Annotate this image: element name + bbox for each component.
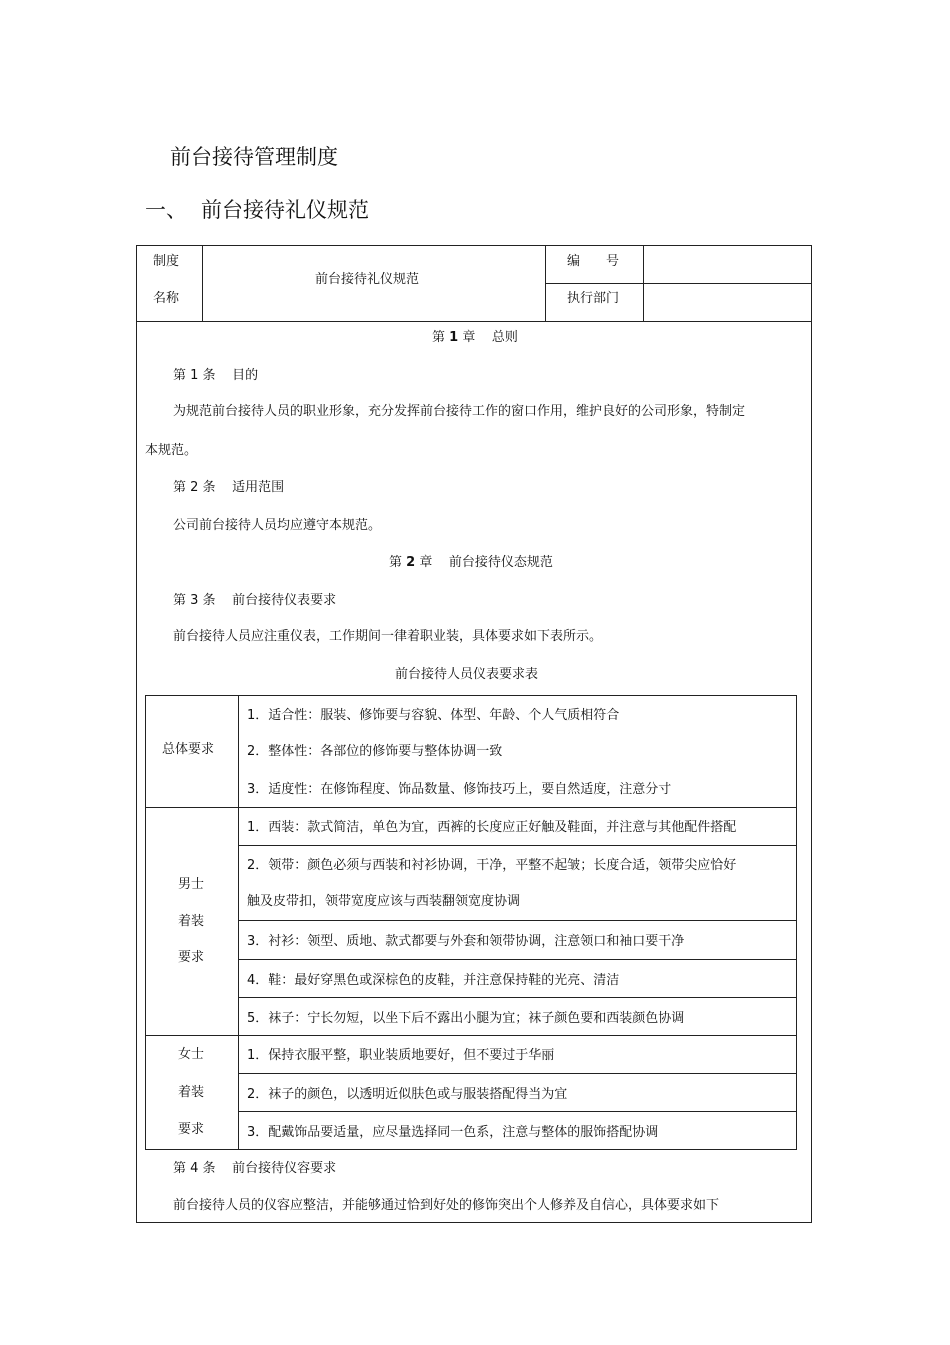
men-item-1: 1．西装：款式简洁，单色为宜，西裤的长度应正好触及鞋面，并注意与其他配件搭配 xyxy=(247,820,737,835)
header-col-rule-2 xyxy=(545,245,546,321)
article-2-heading xyxy=(173,480,284,496)
chapter-2-number: 2 xyxy=(406,555,416,570)
general-item-1: 1．适合性：服装、修饰要与容貌、体型、年龄、个人气质相符合 xyxy=(247,708,620,723)
article-3-heading xyxy=(173,593,336,609)
system-name-label-1: 制度 xyxy=(153,254,180,269)
chapter-2-suffix: 章 xyxy=(419,555,433,570)
men-label-line2: 着装 xyxy=(178,914,205,929)
men-label-line1: 男士 xyxy=(178,877,205,892)
article-2-text: 公司前台接待人员均应遵守本规范。 xyxy=(173,518,382,533)
women-label-line3: 要求 xyxy=(178,1122,205,1137)
header-col-rule-3 xyxy=(643,245,644,321)
chapter-1-number: 1 xyxy=(449,330,459,345)
section-title: 前台接待礼仪规范 xyxy=(201,198,369,222)
general-requirements-label: 总体要求 xyxy=(162,742,215,757)
article-4-heading xyxy=(173,1161,336,1177)
article-2-label: 第 2 条 xyxy=(173,480,216,495)
department-label: 执行部门 xyxy=(567,291,620,306)
men-row-rule-4 xyxy=(238,997,797,998)
inner-col-rule xyxy=(238,695,239,1150)
article-4-text: 前台接待人员的仪容应整洁，并能够通过恰到好处的修饰突出个人修养及自信心，具体要求如下 xyxy=(173,1198,720,1213)
chapter-1-prefix: 第 xyxy=(432,330,446,345)
article-1-title: 目的 xyxy=(232,368,259,383)
men-row-rule-2 xyxy=(238,920,797,921)
system-name-value: 前台接待礼仪规范 xyxy=(315,272,420,287)
chapter-1-suffix: 章 xyxy=(462,330,476,345)
article-3-label: 第 3 条 xyxy=(173,593,216,608)
women-label-line2: 着装 xyxy=(178,1085,205,1100)
document-title: 前台接待管理制度 xyxy=(170,145,338,169)
article-2-title: 适用范围 xyxy=(232,480,285,495)
men-label-line3: 要求 xyxy=(178,950,205,965)
table-caption: 前台接待人员仪表要求表 xyxy=(395,667,539,682)
header-bottom-rule xyxy=(136,321,812,322)
section-heading xyxy=(145,196,369,224)
inner-group-rule-1 xyxy=(145,807,797,808)
article-1-label: 第 1 条 xyxy=(173,368,216,383)
men-item-4: 4．鞋：最好穿黑色或深棕色的皮鞋，并注意保持鞋的光亮、清洁 xyxy=(247,973,620,988)
women-row-rule-2 xyxy=(238,1111,797,1112)
article-1-heading xyxy=(173,368,258,384)
article-3-text: 前台接待人员应注重仪表，工作期间一律着职业装，具体要求如下表所示。 xyxy=(173,629,603,644)
men-item-3: 3．衬衫：领型、质地、款式都要与外套和领带协调，注意领口和袖口要干净 xyxy=(247,934,685,949)
chapter-1-heading xyxy=(432,330,518,346)
inner-group-rule-2 xyxy=(145,1035,797,1036)
men-row-rule-3 xyxy=(238,959,797,960)
women-item-1: 1．保持衣服平整，职业装质地要好，但不要过于华丽 xyxy=(247,1048,555,1063)
article-1-text-line2: 本规范。 xyxy=(145,443,198,458)
men-item-2-line2: 触及皮带扣，领带宽度应该与西装翻领宽度协调 xyxy=(247,894,521,909)
general-item-2: 2．整体性：各部位的修饰要与整体协调一致 xyxy=(247,744,503,759)
article-4-title: 前台接待仪容要求 xyxy=(232,1161,337,1176)
men-item-2-line1: 2．领带：颜色必须与西装和衬衫协调，干净，平整不起皱；长度合适，领带尖应恰好 xyxy=(247,858,737,873)
header-mid-rule xyxy=(545,283,812,284)
women-item-2: 2．袜子的颜色，以透明近似肤色或与服装搭配得当为宜 xyxy=(247,1087,568,1102)
women-label-line1: 女士 xyxy=(178,1047,205,1062)
chapter-2-prefix: 第 xyxy=(389,555,403,570)
women-row-rule-1 xyxy=(238,1073,797,1074)
general-item-3: 3．适度性：在修饰程度、饰品数量、修饰技巧上，要自然适度，注意分寸 xyxy=(247,782,672,797)
section-number: 一、 xyxy=(145,198,187,222)
chapter-2-title: 前台接待仪态规范 xyxy=(448,555,553,570)
chapter-1-title: 总则 xyxy=(491,330,518,345)
system-name-label-2: 名称 xyxy=(153,291,180,306)
article-4-label: 第 4 条 xyxy=(173,1161,216,1176)
men-row-rule-1 xyxy=(238,845,797,846)
men-item-5: 5．袜子：宁长勿短，以坐下后不露出小腿为宜；袜子颜色要和西装颜色协调 xyxy=(247,1011,685,1026)
article-3-title: 前台接待仪表要求 xyxy=(232,593,337,608)
appearance-requirements-table xyxy=(145,695,797,1150)
women-item-3: 3．配戴饰品要适量，应尽量选择同一色系，注意与整体的服饰搭配协调 xyxy=(247,1125,659,1140)
chapter-2-heading xyxy=(389,555,553,571)
article-1-text-line1: 为规范前台接待人员的职业形象，充分发挥前台接待工作的窗口作用，维护良好的公司形象，特制定 xyxy=(173,404,746,419)
header-col-rule-1 xyxy=(202,245,203,321)
code-label: 编 号 xyxy=(567,254,620,269)
